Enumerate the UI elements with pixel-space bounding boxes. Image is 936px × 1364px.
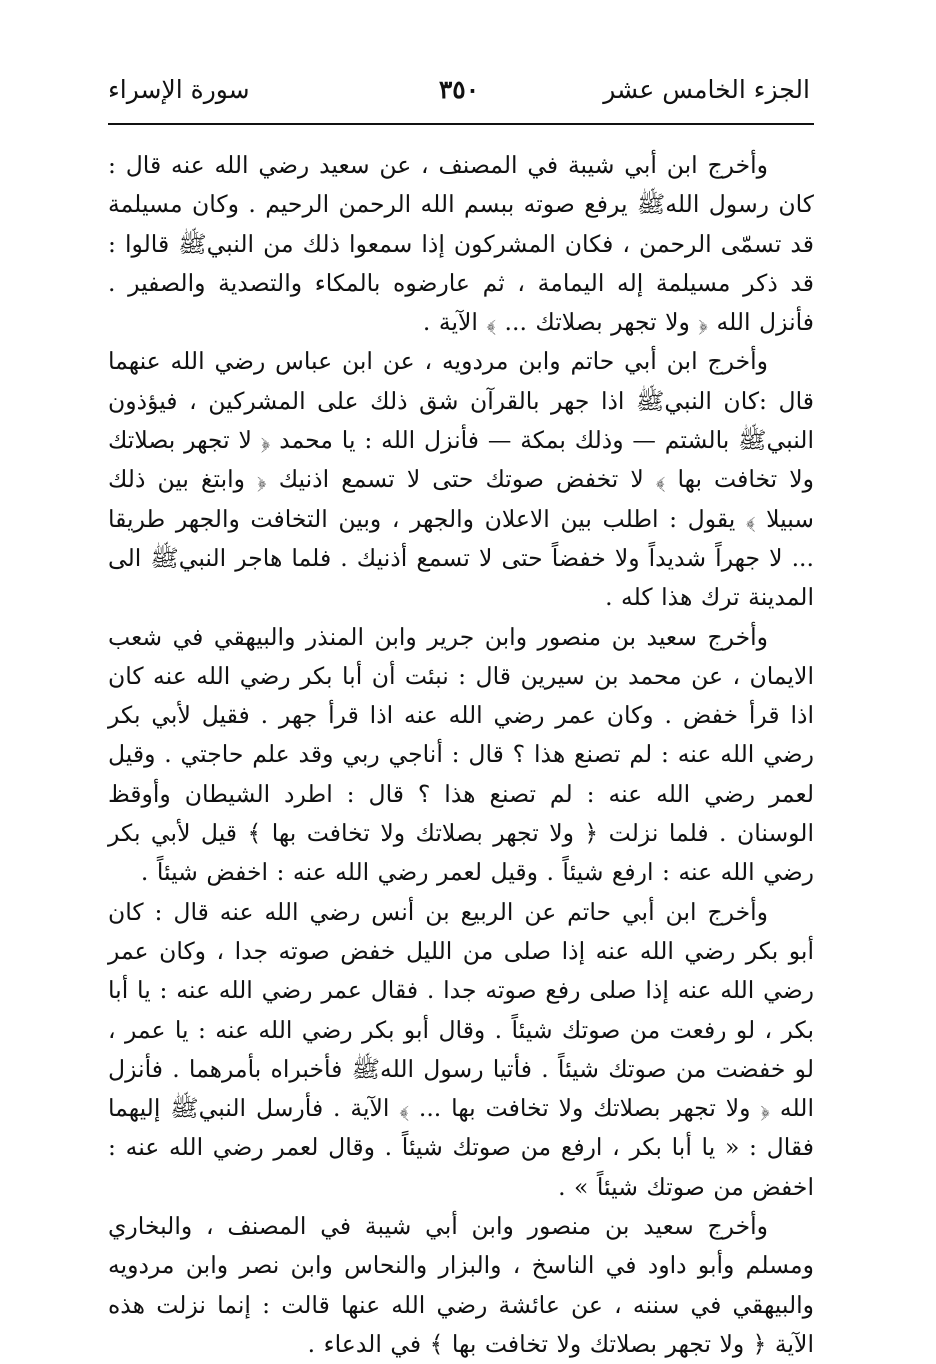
- part-title: الجزء الخامس عشر: [603, 75, 810, 104]
- paragraph-3: وأخرج سعيد بن منصور وابن جرير وابن المنذر والبيهقي في شعب الايمان ، عن محمد بن سيرين قال : نبئت أن أبا بكر رضي الله عنه كان اذا قرأ خفض . وكان عمر رضي الله عنه اذا قرأ جهر . فقيل لأبي بكر رضي الله عنه : لم تصنع هذا ؟ قال : أناجي ربي وقد علم حاجتي . وقيل لعمر رضي الله عنه : لم تصنع هذا ؟ قال : اطرد الشيطان وأوقظ الوسنان . فلما نزلت ﴿ ولا تجهر بصلاتك ولا تخافت بها ﴾ قيل لأبي بكر رضي الله عنه : ارفع شيئاً . وقيل لعمر رضي الله عنه : اخفض شيئاً .: [108, 622, 814, 887]
- surah-title: سورة الإسراء: [108, 75, 250, 104]
- paragraph-1: وأخرج ابن أبي شيبة في المصنف ، عن سعيد رضي الله عنه قال : كان رسول اللهﷺ يرفع صوته ببسم الله الرحمن الرحيم . وكان مسيلمة قد تسمّى الرحمن ، فكان المشركون إذا سمعوا ذلك من النبيﷺ قالوا : قد ذكر مسيلمة إله اليمامة ، ثم عارضوه بالمكاء والتصدية والصفير . فأنزل الله ﴿ ولا تجهر بصلاتك ... ﴾ الآية .: [108, 151, 814, 337]
- paragraph-5: وأخرج سعيد بن منصور وابن أبي شيبة في المصنف ، والبخاري ومسلم وأبو داود في الناسخ ، والبزار والنحاس وابن نصر وابن مردويه والبيهقي في سننه ، عن عائشة رضي الله عنها قالت : إنما نزلت هذه الآية ﴿ ولا تجهر بصلاتك ولا تخافت بها ﴾ في الدعاء .: [108, 1212, 814, 1358]
- body-text: [108, 146, 814, 1364]
- paragraph-4: وأخرج ابن أبي حاتم عن الربيع بن أنس رضي الله عنه قال : كان أبو بكر رضي الله عنه إذا صلى من الليل خفض صوته جدا ، وكان عمر رضي الله عنه إذا صلى رفع صوته جدا . فقال عمر رضي الله عنه : يا أبا بكر ، لو رفعت من صوتك شيئاً . وقال أبو بكر رضي الله عنه : يا عمر ، لو خفضت من صوتك شيئاً . فأتيا رسول اللهﷺ فأخبراه بأمرهما . فأنزل الله ﴿ ولا تجهر بصلاتك ولا تخافت بها ... ﴾ الآية . فأرسل النبيﷺ إليهما فقال : « يا أبا بكر ، ارفع من صوتك شيئاً . وقال لعمر رضي الله عنه : اخفض من صوتك شيئاً » .: [108, 897, 814, 1201]
- page-header: [108, 70, 810, 118]
- paragraph-2: وأخرج ابن أبي حاتم وابن مردويه ، عن ابن عباس رضي الله عنهما قال :كان النبيﷺ اذا جهر بالقرآن شق ذلك على المشركين ، فيؤذون النبيﷺ بالشتم — وذلك بمكة — فأنزل الله : يا محمد ﴿ لا تجهر بصلاتك ولا تخافت بها ﴾ لا تخفض صوتك حتى لا تسمع اذنيك ﴿ وابتغ بين ذلك سبيلا ﴾ يقول : اطلب بين الاعلان والجهر ، وبين التخافت والجهر طريقا ... لا جهراً شديداً ولا خفضاً حتى لا تسمع أذنيك . فلما هاجر النبيﷺ الى المدينة ترك هذا كله .: [108, 347, 814, 612]
- header-rule: [108, 123, 814, 125]
- page-number: ٣٥٠: [438, 75, 480, 104]
